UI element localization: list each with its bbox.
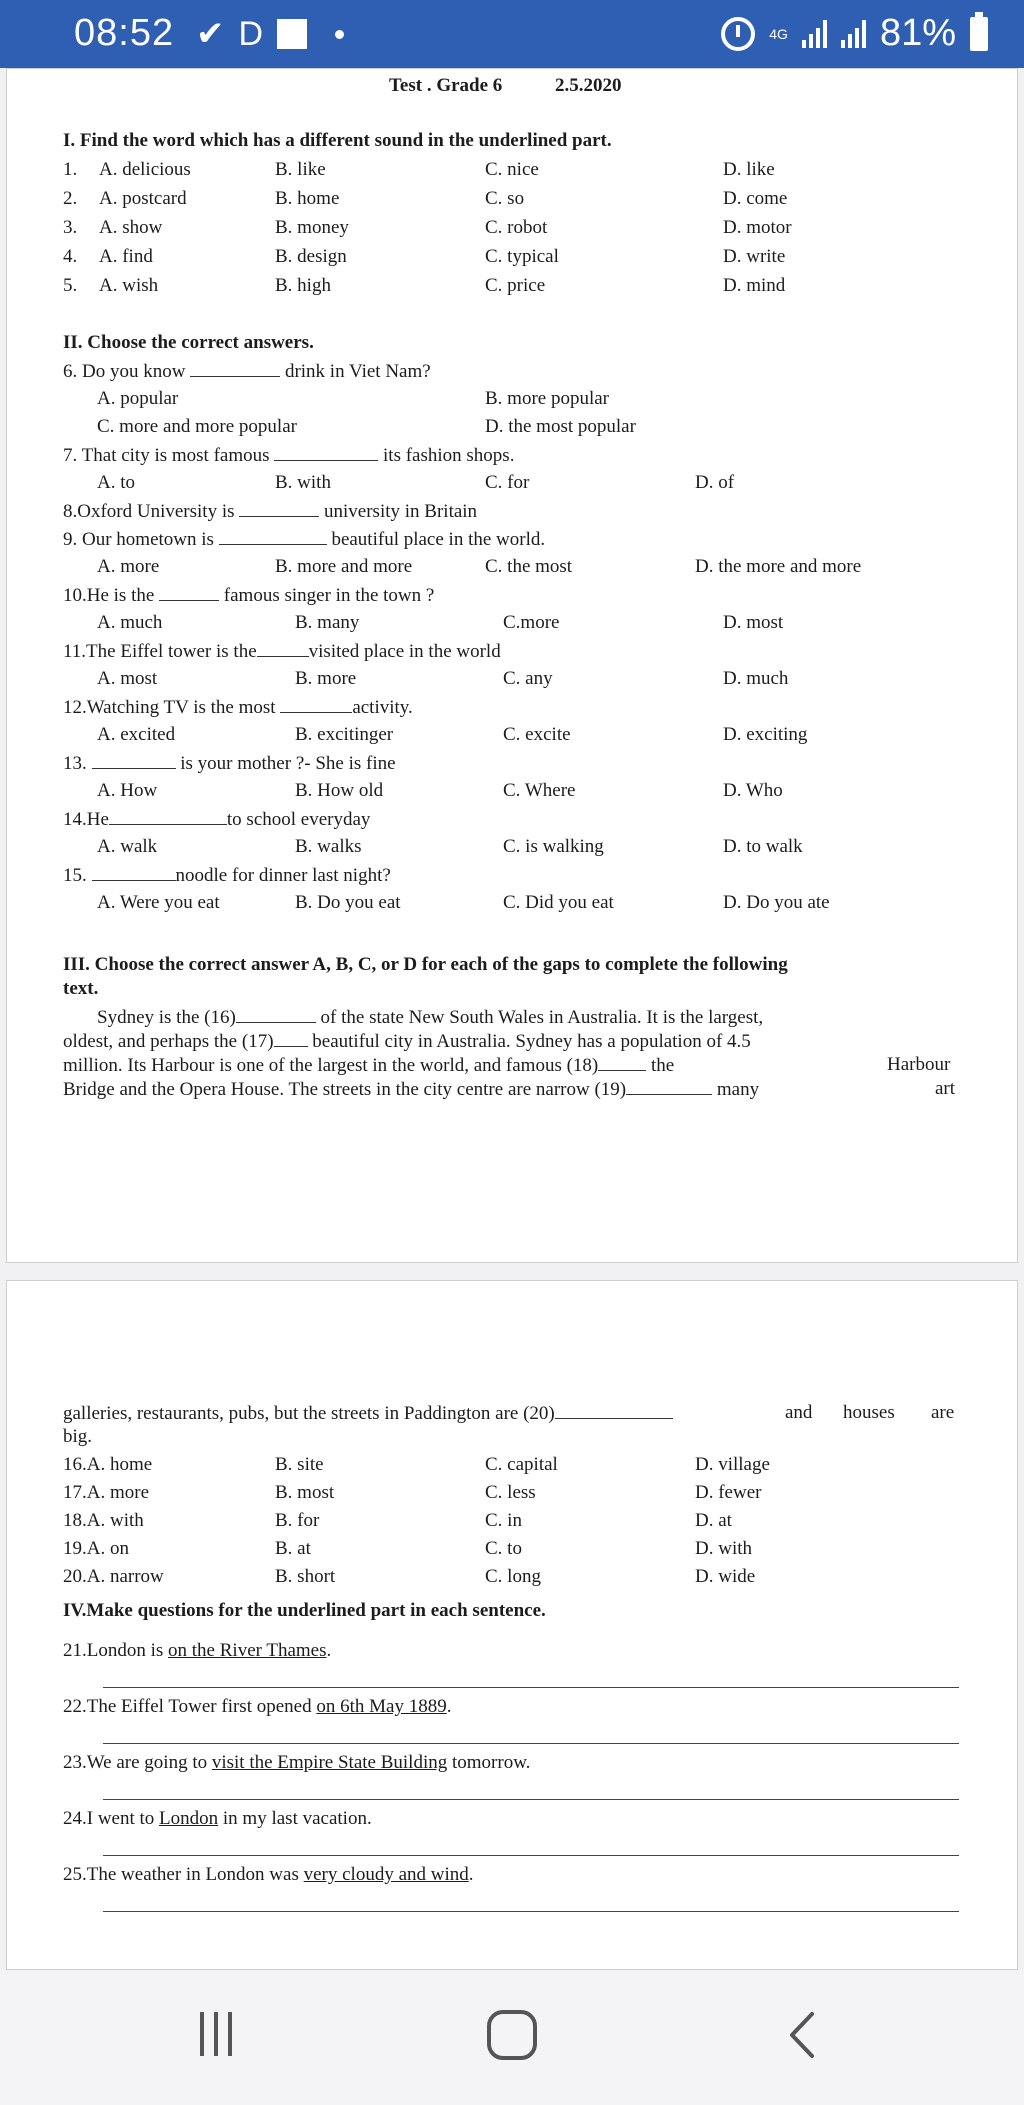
home-button[interactable] bbox=[487, 2010, 537, 2060]
passage-line-4-end: art bbox=[935, 1078, 956, 1099]
q2-option-d: D. come bbox=[723, 188, 788, 209]
q1-option-c: C. nice bbox=[485, 159, 539, 180]
q17-option-a: 17.A. more bbox=[63, 1482, 150, 1503]
q5-option-a: A. wish bbox=[99, 275, 159, 296]
q22: 22.The Eiffel Tower first opened on 6th May 1889. bbox=[63, 1696, 452, 1717]
q14-option-c: C. is walking bbox=[503, 836, 604, 857]
q2-option-c: C. so bbox=[485, 188, 525, 209]
q6-option-b: B. more popular bbox=[485, 388, 610, 409]
back-button[interactable] bbox=[782, 2010, 822, 2060]
section3-heading-cont: text. bbox=[63, 978, 99, 999]
q16-option-d: D. village bbox=[695, 1454, 770, 1475]
q6-option-c: C. more and more popular bbox=[97, 416, 297, 437]
battery-percent: 81% bbox=[879, 12, 956, 54]
alarm-icon bbox=[721, 17, 755, 51]
q23-answer-line[interactable] bbox=[103, 1799, 959, 1800]
q24: 24.I went to London in my last vacation. bbox=[63, 1808, 372, 1829]
q20-option-c: C. long bbox=[485, 1566, 541, 1587]
q18-option-c: C. in bbox=[485, 1510, 522, 1531]
q9-option-a: A. more bbox=[97, 556, 160, 577]
q4-option-c: C. typical bbox=[485, 246, 559, 267]
q1-option-b: B. like bbox=[275, 159, 326, 180]
q15-option-c: C. Did you eat bbox=[503, 892, 614, 913]
test-date: 2.5.2020 bbox=[555, 75, 622, 96]
q6-stem: 6. Do you know drink in Viet Nam? bbox=[63, 361, 431, 382]
q12-option-c: C. excite bbox=[503, 724, 571, 745]
q7-option-d: D. of bbox=[695, 472, 735, 493]
q10-stem: 10.He is the famous singer in the town ? bbox=[63, 585, 435, 606]
q16-option-a: 16.A. home bbox=[63, 1454, 153, 1475]
q12-stem: 12.Watching TV is the most activity. bbox=[63, 697, 413, 718]
signal-icon bbox=[802, 20, 827, 48]
q22-answer-line[interactable] bbox=[103, 1743, 959, 1744]
q11-stem: 11.The Eiffel tower is the visited place in the world bbox=[63, 641, 501, 662]
signal-icon-2 bbox=[841, 20, 866, 48]
q5-num: 5. bbox=[63, 275, 78, 296]
q8-stem: 8.Oxford University is university in Britain bbox=[63, 501, 478, 522]
q21: 21.London is on the River Thames. bbox=[63, 1640, 332, 1661]
q4-option-b: B. design bbox=[275, 246, 347, 267]
q2-num: 2. bbox=[63, 188, 78, 209]
passage-line-5: galleries, restaurants, pubs, but the streets in Paddington are (20) bbox=[63, 1401, 673, 1426]
passage-line-4: Bridge and the Opera House. The streets in the city centre are narrow (19) many bbox=[63, 1079, 760, 1100]
q19-option-d: D. with bbox=[695, 1538, 752, 1559]
document-page-2[interactable] bbox=[6, 1280, 1018, 1970]
q20-option-a: 20.A. narrow bbox=[63, 1566, 164, 1587]
q9-option-d: D. the more and more bbox=[695, 556, 862, 577]
q25: 25.The weather in London was very cloudy and wind. bbox=[63, 1864, 474, 1885]
q24-answer-line[interactable] bbox=[103, 1855, 959, 1856]
q2-option-b: B. home bbox=[275, 188, 340, 209]
q3-option-d: D. motor bbox=[723, 217, 792, 238]
gallery-icon bbox=[277, 19, 307, 49]
q4-option-d: D. write bbox=[723, 246, 786, 267]
passage-word-houses: houses bbox=[843, 1402, 895, 1423]
passage-line-6: big. bbox=[63, 1426, 93, 1447]
q11-option-c: C. any bbox=[503, 668, 553, 689]
q14-option-a: A. walk bbox=[97, 836, 158, 857]
q11-option-d: D. much bbox=[723, 668, 789, 689]
status-time: 08:52 bbox=[74, 12, 175, 54]
q19-option-b: B. at bbox=[275, 1538, 311, 1559]
section3-heading: III. Choose the correct answer A, B, C, or D for each of the gaps to complete the following bbox=[63, 954, 788, 975]
section2-heading: II. Choose the correct answers. bbox=[63, 332, 314, 353]
q12-option-d: D. exciting bbox=[723, 724, 808, 745]
q3-option-c: C. robot bbox=[485, 217, 548, 238]
q11-option-b: B. more bbox=[295, 668, 357, 689]
status-notification-icons bbox=[196, 14, 344, 54]
q14-option-b: B. walks bbox=[295, 836, 362, 857]
document-page-1[interactable] bbox=[6, 68, 1018, 1263]
q13-option-c: C. Where bbox=[503, 780, 576, 801]
q12-option-b: B. excitinger bbox=[295, 724, 394, 745]
q9-stem: 9. Our hometown is beautiful place in the world. bbox=[63, 529, 546, 550]
q9-option-c: C. the most bbox=[485, 556, 573, 577]
q6-option-a: A. popular bbox=[97, 388, 179, 409]
more-notifications-icon bbox=[335, 30, 344, 39]
q6-option-d: D. the most popular bbox=[485, 416, 636, 437]
q5-option-b: B. high bbox=[275, 275, 331, 296]
q5-option-d: D. mind bbox=[723, 275, 786, 296]
q1-num: 1. bbox=[63, 159, 78, 180]
q3-option-a: A. show bbox=[99, 217, 163, 238]
q20-option-d: D. wide bbox=[695, 1566, 756, 1587]
section1-heading: I. Find the word which has a different sound in the underlined part. bbox=[63, 130, 612, 151]
q17-option-b: B. most bbox=[275, 1482, 335, 1503]
q4-option-a: A. find bbox=[99, 246, 153, 267]
q17-option-d: D. fewer bbox=[695, 1482, 762, 1503]
passage-line-3-end: Harbour bbox=[887, 1054, 951, 1075]
q1-option-a: A. delicious bbox=[99, 159, 191, 180]
passage-line-3: million. Its Harbour is one of the largest in the world, and famous (18) the bbox=[63, 1055, 675, 1076]
q14-stem: 14.He to school everyday bbox=[63, 809, 371, 830]
navigation-bar bbox=[0, 1970, 1024, 2105]
q7-option-c: C. for bbox=[485, 472, 530, 493]
q23: 23.We are going to visit the Empire State Building tomorrow. bbox=[63, 1752, 531, 1773]
status-bar bbox=[0, 0, 1024, 68]
q15-stem: 15. noodle for dinner last night? bbox=[63, 865, 391, 886]
q9-option-b: B. more and more bbox=[275, 556, 413, 577]
q7-stem: 7. That city is most famous its fashion shops. bbox=[63, 445, 515, 466]
q3-option-b: B. money bbox=[275, 217, 349, 238]
download-check-icon: ✔ bbox=[196, 15, 225, 53]
q15-option-d: D. Do you ate bbox=[723, 892, 830, 913]
q13-option-d: D. Who bbox=[723, 780, 783, 801]
q18-option-a: 18.A. with bbox=[63, 1510, 144, 1531]
q5-option-c: C. price bbox=[485, 275, 546, 296]
section4-heading: IV.Make questions for the underlined part in each sentence. bbox=[63, 1600, 546, 1621]
q4-num: 4. bbox=[63, 246, 78, 267]
q25-answer-line[interactable] bbox=[103, 1911, 959, 1912]
passage-line-2: oldest, and perhaps the (17) beautiful city in Australia. Sydney has a population of 4.5 bbox=[63, 1031, 751, 1052]
q16-option-b: B. site bbox=[275, 1454, 324, 1475]
q15-option-b: B. Do you eat bbox=[295, 892, 401, 913]
q7-option-a: A. to bbox=[97, 472, 135, 493]
q10-option-c: C.more bbox=[503, 612, 560, 633]
q3-num: 3. bbox=[63, 217, 78, 238]
q16-option-c: C. capital bbox=[485, 1454, 558, 1475]
passage-word-and: and bbox=[785, 1402, 813, 1423]
q13-option-a: A. How bbox=[97, 780, 158, 801]
q10-option-a: A. much bbox=[97, 612, 163, 633]
q17-option-c: C. less bbox=[485, 1482, 536, 1503]
q18-option-d: D. at bbox=[695, 1510, 732, 1531]
q14-option-d: D. to walk bbox=[723, 836, 803, 857]
q11-option-a: A. most bbox=[97, 668, 158, 689]
passage-line-1: Sydney is the (16) of the state New South Wales in Australia. It is the largest, bbox=[97, 1007, 764, 1028]
q19-option-a: 19.A. on bbox=[63, 1538, 129, 1559]
battery-icon bbox=[970, 17, 988, 51]
q7-option-b: B. with bbox=[275, 472, 331, 493]
recent-apps-button[interactable] bbox=[200, 2012, 232, 2056]
q13-stem: 13. is your mother ?- She is fine bbox=[63, 753, 396, 774]
q1-option-d: D. like bbox=[723, 159, 775, 180]
q15-option-a: A. Were you eat bbox=[97, 892, 220, 913]
test-title: Test . Grade 6 bbox=[389, 75, 503, 96]
q21-answer-line[interactable] bbox=[103, 1687, 959, 1688]
passage-word-are: are bbox=[931, 1402, 955, 1423]
q12-option-a: A. excited bbox=[97, 724, 176, 745]
network-type: 4G bbox=[769, 25, 788, 42]
q20-option-b: B. short bbox=[275, 1566, 336, 1587]
q19-option-c: C. to bbox=[485, 1538, 522, 1559]
q13-option-b: B. How old bbox=[295, 780, 384, 801]
q18-option-b: B. for bbox=[275, 1510, 320, 1531]
q10-option-b: B. many bbox=[295, 612, 360, 633]
status-system-icons bbox=[721, 12, 988, 55]
q2-option-a: A. postcard bbox=[99, 188, 187, 209]
d-app-icon: D bbox=[238, 14, 264, 53]
q10-option-d: D. most bbox=[723, 612, 784, 633]
